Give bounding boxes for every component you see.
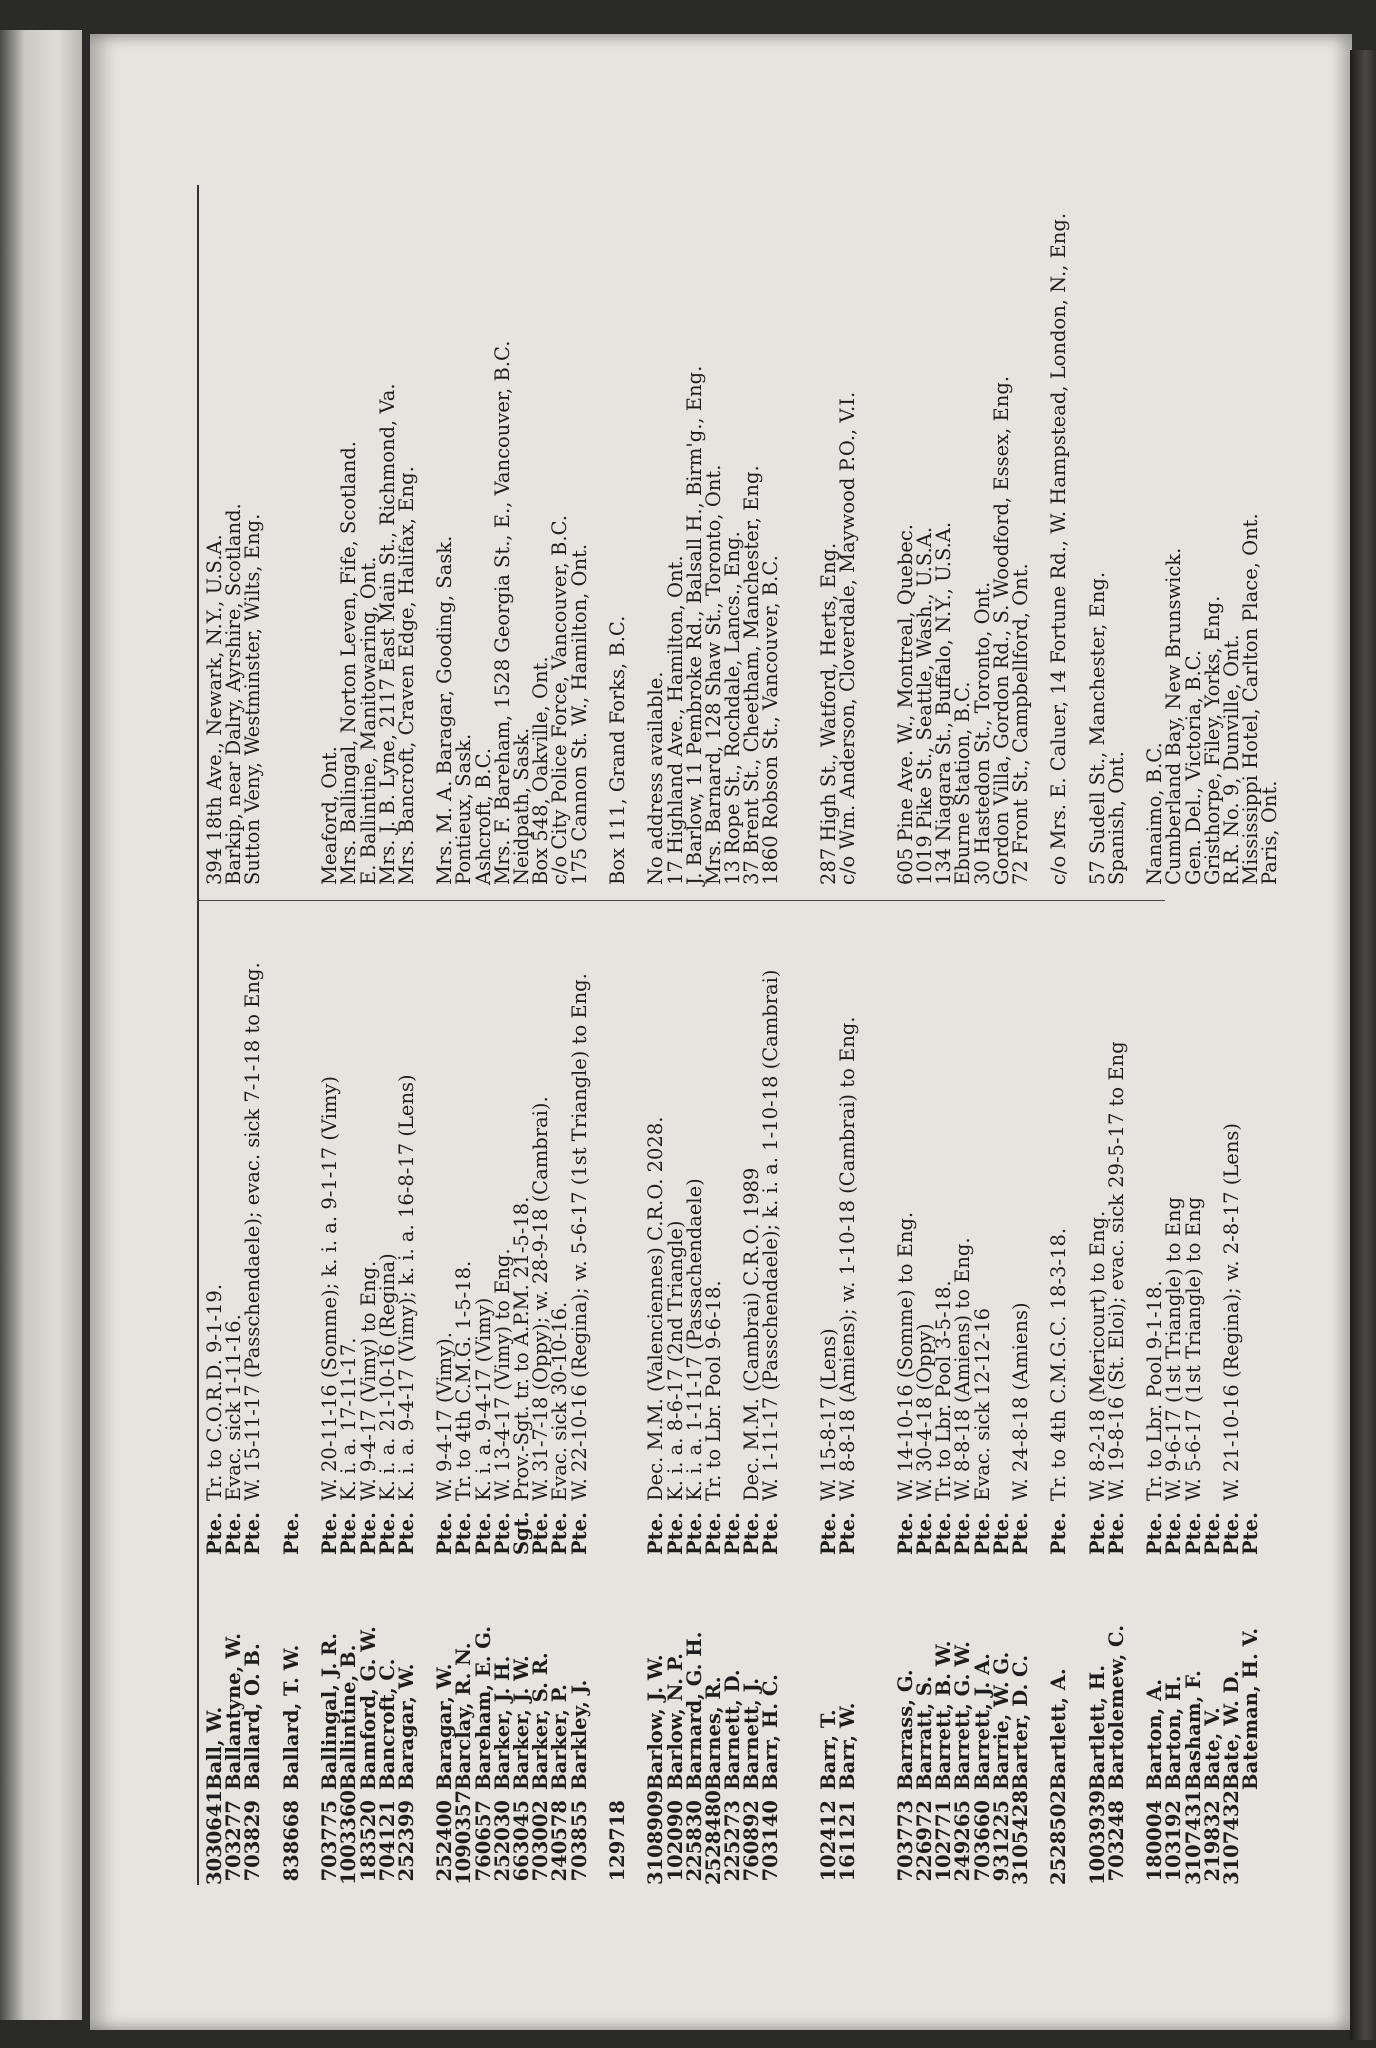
soldier-name: Barnes, R.: [701, 1676, 725, 1790]
soldier-name: Barkley, J.: [567, 1679, 591, 1790]
service-record: W. 15-11-17 (Passchendaele); evac. sick 7-1-18 to Eng.: [241, 962, 265, 1501]
table-row: [205, 185, 224, 1885]
regimental-number: 703775: [318, 1800, 342, 1882]
soldier-name: Bamford, G. W.: [356, 1626, 380, 1790]
regimental-number: 102412: [817, 1800, 841, 1882]
soldier-name: Barr, H. C.: [759, 1674, 783, 1790]
table-row: [375, 185, 399, 1885]
rank: Pte.: [1239, 1512, 1263, 1555]
rank: Pte.: [932, 1512, 956, 1555]
service-record: Tr. to 4th C.M.G. 1-5-18.: [452, 1260, 476, 1501]
home-address: Barkip, near Dalry, Ayrshire, Scotland.: [222, 503, 246, 885]
book-spine-edge: [1350, 50, 1376, 2040]
table-row: [721, 185, 745, 1885]
table-row: [1104, 185, 1145, 1885]
rank: Pte.: [1085, 1512, 1109, 1555]
home-address: Meaford, Ont.: [318, 746, 342, 885]
regimental-number: 703773: [893, 1800, 917, 1882]
group-spacer: [877, 185, 896, 1885]
regimental-number: 703277: [222, 1800, 246, 1882]
table-row: [394, 185, 435, 1885]
soldier-name: Barlow, N. P.: [663, 1653, 687, 1790]
table-row: [1143, 185, 1167, 1885]
soldier-name: Barratt, S.: [913, 1675, 937, 1790]
rank: Pte.: [970, 1512, 994, 1555]
soldier-name: Barnett, D.: [721, 1669, 745, 1790]
rank: Pte.: [241, 1512, 265, 1555]
rank: Pte.: [452, 1512, 476, 1555]
table-row: [1181, 185, 1205, 1885]
regimental-number: 225273: [721, 1800, 745, 1882]
soldier-name: Barton, H.: [1162, 1675, 1186, 1790]
rank: Pte.: [394, 1512, 418, 1555]
home-address: No address available.: [644, 671, 668, 885]
soldier-name: [1260, 1555, 1279, 1790]
regimental-number: 3105428: [1008, 1790, 1032, 1885]
service-record: Dec. M.M. (Valenciennes) C.R.O. 2028.: [644, 1116, 668, 1501]
rank: Pte.: [1220, 1512, 1244, 1555]
home-address: Nanaimo, B.C.: [1143, 742, 1167, 885]
service-record: Prov.-Sgt. tr. to A.P.M. 21-5-18.: [510, 1196, 534, 1501]
soldier-name: Ballard, O. B.: [241, 1643, 265, 1790]
rank: Pte.: [337, 1512, 361, 1555]
rank: Pte.: [663, 1512, 687, 1555]
service-record: Dec. M.M. (Cambrai) C.R.O. 1989: [740, 1167, 764, 1501]
soldier-name: Bate, V.: [1200, 1707, 1224, 1790]
rank: Pte.: [356, 1512, 380, 1555]
table-row: [529, 185, 553, 1885]
regimental-number: 2528480: [701, 1790, 725, 1885]
service-record: W. 8-2-18 (Mericourt) to Eng.: [1085, 1210, 1109, 1501]
home-address: Cumberland Bay, New Brunswick.: [1162, 547, 1186, 885]
rank: Pte.: [913, 1512, 937, 1555]
home-address: 57 Sudell St., Manchester, Eng.: [1085, 571, 1109, 885]
home-address: 1860 Robson St., Vancouver, B.C.: [759, 555, 783, 885]
table-row: [548, 185, 572, 1885]
regimental-number: 225830: [682, 1800, 706, 1882]
service-record: Tr. to Lbr. Pool 3-5-18.: [932, 1280, 956, 1501]
service-record: W. 8-8-18 (Amiens); w. 1-10-18 (Cambrai) to Eng.: [836, 1016, 860, 1501]
rank: Pte.: [433, 1512, 457, 1555]
regimental-number: 838668: [279, 1800, 303, 1882]
rank: Pte.: [893, 1512, 917, 1555]
soldier-name: Ballingal, J. R.: [318, 1632, 342, 1790]
soldier-name: Barker, J. W.: [510, 1655, 534, 1790]
regimental-number: 3108909: [644, 1790, 668, 1885]
home-address: 605 Pine Ave. W., Montreal, Quebec.: [893, 524, 917, 885]
regimental-number: 183520: [356, 1800, 380, 1882]
regimental-number: 703140: [759, 1800, 783, 1882]
service-record: [1241, 895, 1260, 1515]
soldier-name: Barrett, B. W.: [932, 1640, 956, 1790]
table-row: [471, 185, 495, 1885]
home-address: Mrs. Ballingal, Norton Leven, Fife, Scotland.: [337, 441, 361, 885]
soldier-name: Bate, W. D.: [1220, 1670, 1244, 1790]
home-address: Gristhorpe, Filey, Yorks, Eng.: [1200, 595, 1224, 885]
table-row: [279, 185, 303, 1885]
table-row: [433, 185, 457, 1885]
soldier-name: Barker, J. H.: [490, 1655, 514, 1790]
regimental-number: 703248: [1104, 1800, 1128, 1882]
soldier-name: Bateman, H. V.: [1239, 1627, 1263, 1790]
home-address: Box 111, Grand Forks, B.C.: [605, 615, 629, 885]
service-record: Tr. to Lbr. Pool 9-6-18.: [701, 1280, 725, 1501]
rank: Pte.: [203, 1512, 226, 1555]
rank: Pte.: [989, 1512, 1013, 1555]
table-row: [452, 185, 476, 1885]
rank: Pte.: [490, 1512, 514, 1555]
rank: [608, 1515, 627, 1555]
soldier-name: Barker, P.: [548, 1684, 572, 1790]
service-record: [608, 895, 627, 1515]
table-row: [1049, 185, 1087, 1885]
table-row: [1200, 185, 1224, 1885]
table-row: [1258, 185, 1282, 1885]
table-row: [951, 185, 975, 1885]
soldier-name: Bartolemew, C.: [1104, 1625, 1128, 1790]
table-row: [337, 185, 361, 1885]
regimental-number: 703855: [567, 1800, 591, 1882]
regimental-number: 161121: [836, 1800, 860, 1882]
regimental-number: 252030: [490, 1800, 514, 1882]
regimental-number: 1003360: [337, 1790, 361, 1885]
table-row: [605, 185, 629, 1885]
service-record: W. 31-7-18 (Oppy); w. 28-9-18 (Cambrai).: [529, 1096, 553, 1501]
home-address: Neidpath, Sask.: [510, 727, 534, 885]
home-address: Mrs. J. B. Lyne, 2117 East Main St., Richmond, Va.: [375, 383, 399, 885]
service-record: K. i. a. 9-4-17 (Vimy); k. i. a. 16-8-17 (Lens): [394, 1074, 418, 1501]
service-record: Tr. to Lbr. Pool 9-1-18.: [1143, 1280, 1167, 1501]
service-record: W. 1-11-17 (Passchendaele); k. i. a. 1-10-18 (Cambrai): [759, 969, 783, 1501]
table-row: [318, 185, 342, 1885]
table-row: [1162, 185, 1186, 1885]
service-record: K. i. a. 9-4-17 (Vimy): [471, 1297, 495, 1501]
regimental-number: 703002: [529, 1800, 553, 1882]
rank: Pte.: [836, 1512, 860, 1555]
rank: Pte.: [1008, 1512, 1032, 1555]
service-record: W. 9-4-17 (Vimy) to Eng.: [356, 1260, 380, 1501]
regimental-number: 103192: [1162, 1800, 1186, 1882]
home-address: Mississippi Hotel, Carlton Place, Ont.: [1239, 513, 1263, 885]
home-address: Ashcroft, B.C.: [471, 747, 495, 885]
rank: Pte.: [1143, 1512, 1167, 1555]
rank: Pte.: [548, 1512, 572, 1555]
table-body: [205, 185, 1280, 1885]
table-row: [761, 185, 799, 1885]
table-row: [567, 185, 608, 1885]
rank: Pte.: [567, 1512, 591, 1555]
regimental-number: 252400: [433, 1800, 457, 1882]
table-top-rule: [197, 185, 199, 1885]
rank: Pte.: [375, 1512, 399, 1555]
regimental-number: 760892: [740, 1800, 764, 1882]
service-record: W. 5-6-17 (1st Triangle) to Eng: [1181, 1197, 1205, 1501]
home-address: Sutton Veny, Westminster, Wilts, Eng.: [241, 513, 265, 885]
group-spacer: [800, 185, 819, 1885]
home-address: Paris, Ont.: [1258, 780, 1282, 885]
table-row: [490, 185, 514, 1885]
soldier-name: Barnett, J.: [740, 1677, 764, 1790]
soldier-name: Barter, D. C.: [1008, 1655, 1032, 1790]
home-address: J. Barlow, 11 Pembroke Rd., Balsall H., Birm'g., Eng.: [682, 365, 706, 885]
soldier-name: Barclay, R. N.: [452, 1642, 476, 1790]
rank: Pte.: [740, 1512, 764, 1555]
soldier-name: Baragar, W.: [433, 1663, 457, 1790]
soldier-name: Barton, A.: [1143, 1678, 1167, 1790]
home-address: Gordon Villa, Gordon Rd., S. Woodford, Essex, Eng.: [989, 375, 1013, 885]
rank: Pte.: [701, 1512, 725, 1555]
service-record: [1260, 895, 1279, 1515]
home-address: 1019 Pike St., Seattle, Wash., U.S.A.: [913, 526, 937, 885]
soldier-name: Bartlett, A.: [1047, 1668, 1071, 1790]
service-record: W. 24-8-18 (Amiens): [1008, 1302, 1032, 1501]
service-record: K. i. a. 1-11-17 (Passachendaele): [682, 1178, 706, 1501]
home-address: 134 Niagara St., Buffalo, N.Y., U.S.A.: [932, 521, 956, 885]
rank: Pte.: [471, 1512, 495, 1555]
regimental-number: 240578: [548, 1800, 572, 1882]
service-record: W. 13-4-17 (Vimy) to Eng.: [490, 1248, 514, 1501]
soldier-name: Barrie, W. G.: [989, 1651, 1013, 1790]
regimental-number: [1260, 1790, 1279, 1885]
rank: Pte.: [682, 1512, 706, 1555]
home-address: Gen. Del., Victoria, B.C.: [1181, 649, 1205, 885]
soldier-name: Barrett, G. W.: [951, 1641, 975, 1790]
rank: Pte.: [1104, 1512, 1128, 1555]
home-address: 13 Rope St., Rochdale, Lancs., Eng.: [721, 531, 745, 885]
service-record: Evac. sick 1-11-16.: [222, 1314, 246, 1501]
service-record: Tr. to 4th C.M.G.C. 18-3-18.: [1047, 1227, 1071, 1501]
table-row: [663, 185, 687, 1885]
home-address: 37 Brent St., Cheetham, Manchester, Eng.: [740, 465, 764, 885]
home-address: [282, 185, 301, 895]
service-record: W. 9-4-17 (Vimy).: [433, 1332, 457, 1501]
home-address: Mrs. Bancroft, Craven Edge, Halifax, Eng.: [394, 466, 418, 885]
rank: [1260, 1515, 1279, 1555]
regimental-number: 219832: [1200, 1800, 1224, 1882]
soldier-name: Barlow, J. W.: [644, 1654, 668, 1790]
rank: Pte.: [759, 1512, 783, 1555]
service-record: K. i. a. 8-6-17 (2nd Triangle): [663, 1220, 687, 1501]
rank: Pte.: [1200, 1512, 1224, 1555]
home-address: 72 Front St., Campbellford, Ont.: [1008, 563, 1032, 885]
rank: Pte.: [951, 1512, 975, 1555]
regimental-number: 3030641: [203, 1790, 226, 1885]
soldier-name: [608, 1555, 627, 1790]
service-record: W. 21-10-16 (Regina); w. 2-8-17 (Lens): [1220, 1122, 1244, 1501]
regimental-number: 102090: [663, 1800, 687, 1882]
rank: Pte.: [318, 1512, 342, 1555]
table-row: [243, 185, 281, 1885]
table-row: [644, 185, 668, 1885]
service-record: W. 20-11-16 (Somme); k. i. a. 9-1-17 (Vimy): [318, 1075, 342, 1501]
table-row: [932, 185, 956, 1885]
table-row: [701, 185, 725, 1885]
home-address: 17 Highland Ave., Hamilton, Ont.: [663, 555, 687, 885]
soldier-name: Bareham, E. G.: [471, 1625, 495, 1790]
soldier-name: Ballantyne, W.: [222, 1633, 246, 1790]
soldier-name: Ballard, T. W.: [279, 1644, 303, 1790]
table-row: [356, 185, 380, 1885]
home-address: 394 18th Ave., Newark, N.Y., U.S.A.: [203, 534, 226, 885]
regimental-number: 1003939: [1085, 1790, 1109, 1885]
home-address: E. Ballintine, Manitowaring, Ont.: [356, 556, 380, 885]
home-address: c/o Wm. Anderson, Cloverdale, Maywood P.O., V.I.: [836, 391, 860, 885]
home-address: Spanish, Ont.: [1104, 751, 1128, 885]
regimental-number: 252399: [394, 1800, 418, 1882]
home-address: c/o City Police Force, Vancouver, B.C.: [548, 514, 572, 885]
service-record: W. 30-4-18 (Oppy): [913, 1323, 937, 1501]
soldier-name: Barr, T.: [817, 1709, 841, 1790]
rank: Pte.: [721, 1512, 745, 1555]
soldier-name: Basham, F.: [1181, 1670, 1205, 1790]
service-record: W. 9-6-17 (1st Triangle) to Eng: [1162, 1197, 1186, 1501]
table-row: [1239, 185, 1263, 1885]
rank: Pte.: [817, 1512, 841, 1555]
table-row: [893, 185, 917, 1885]
home-address: Eburne Station, B.C.: [951, 681, 975, 885]
service-record: Tr. to C.O.R.D. 9-1-19.: [203, 1283, 226, 1501]
regimental-number: 3107432: [1220, 1790, 1244, 1885]
soldier-name: Bartlett, H.: [1085, 1664, 1109, 1790]
regimental-number: 931225: [989, 1800, 1013, 1882]
regimental-number: 226972: [913, 1800, 937, 1882]
regimental-number: 760657: [471, 1800, 495, 1882]
facing-page-edge: [0, 30, 82, 2020]
home-address: c/o Mrs. E. Caluer, 14 Fortune Rd., W. Hampstead, London, N., Eng.: [1047, 212, 1071, 885]
soldier-name: Barr, W.: [836, 1702, 860, 1790]
group-spacer: [301, 185, 320, 1885]
rank: Pte.: [1162, 1512, 1186, 1555]
soldier-name: Barrass, G.: [893, 1669, 917, 1790]
soldier-name: Barker, S. R.: [529, 1652, 553, 1790]
regimental-number: 249265: [951, 1800, 975, 1882]
rank: Pte.: [644, 1512, 668, 1555]
home-address: Mrs. Barnard, 128 Shaw St., Toronto, Ont.: [701, 464, 725, 885]
table-row: [989, 185, 1013, 1885]
table-row: [1008, 185, 1032, 1885]
soldier-name: Ballintine, B.: [337, 1644, 361, 1790]
regimental-number: 703829: [241, 1800, 265, 1882]
soldier-name: Bancroft, C.: [375, 1658, 399, 1790]
service-record: W. 22-10-16 (Regina); w. 5-6-17 (1st Triangle) to Eng.: [567, 973, 591, 1501]
rank: Sgt.: [510, 1511, 534, 1555]
home-address: 175 Cannon St. W., Hamilton, Ont.: [567, 543, 591, 885]
service-record: [282, 895, 301, 1515]
regimental-number: 663045: [510, 1800, 534, 1882]
service-record: W. 15-8-17 (Lens): [817, 1328, 841, 1501]
regimental-number: 704121: [375, 1800, 399, 1882]
regimental-number: 102771: [932, 1800, 956, 1882]
regimental-number: 1090357: [452, 1790, 476, 1885]
regimental-number: 703660: [970, 1800, 994, 1882]
table-row: [970, 185, 994, 1885]
regimental-number: 129718: [605, 1800, 629, 1882]
nominal-roll-table: [203, 185, 1282, 1885]
home-address: Mrs. F. Bareham, 1528 Georgia St., E., Vancouver, B.C.: [490, 340, 514, 885]
home-address: 287 High St., Watford, Herts, Eng.: [817, 542, 841, 885]
regimental-number: 2528502: [1047, 1790, 1071, 1885]
rank: Pte.: [222, 1512, 246, 1555]
soldier-name: Ball, W.: [203, 1706, 226, 1790]
rank: Pte.: [1181, 1512, 1205, 1555]
rank: Pte.: [279, 1512, 303, 1555]
group-spacer: [627, 185, 646, 1885]
rank: Pte.: [1047, 1512, 1071, 1555]
rank: Pte.: [529, 1512, 553, 1555]
home-address: Mrs. M. A. Baragar, Gooding, Sask.: [433, 535, 457, 885]
regimental-number: 3107431: [1181, 1790, 1205, 1885]
home-address: Box 548, Oakville, Ont.: [529, 656, 553, 885]
regimental-number: 180004: [1143, 1800, 1167, 1882]
service-record: K. i. a. 21-10-16 (Regina): [375, 1253, 399, 1501]
table-row: [682, 185, 706, 1885]
home-address: R.R. No. 9, Dunville, Ont.: [1220, 634, 1244, 885]
regimental-number: [1241, 1790, 1260, 1885]
table-row: [838, 185, 876, 1885]
service-record: Evac. sick 30-10-16.: [548, 1301, 572, 1501]
soldier-name: Barrett, J. A.: [970, 1653, 994, 1790]
service-record: W. 8-8-18 (Amiens) to Eng.: [951, 1237, 975, 1501]
table-row: [510, 185, 534, 1885]
table-row: [913, 185, 937, 1885]
service-record: W. 19-8-16 (St. Eloi); evac. sick 29-5-17 to Eng: [1104, 1041, 1128, 1501]
soldier-name: Barnard, G. H.: [682, 1631, 706, 1790]
service-record: K. i. a. 17-11-17.: [337, 1337, 361, 1501]
home-address: 30 Hastedon St., Toronto, Ont.: [970, 581, 994, 885]
soldier-name: Baragar, W.: [394, 1663, 418, 1790]
service-record: Evac. sick 12-12-16: [970, 1308, 994, 1501]
service-record: W. 14-10-16 (Somme) to Eng.: [893, 1211, 917, 1501]
home-address: Pontieux, Sask.: [452, 733, 476, 885]
